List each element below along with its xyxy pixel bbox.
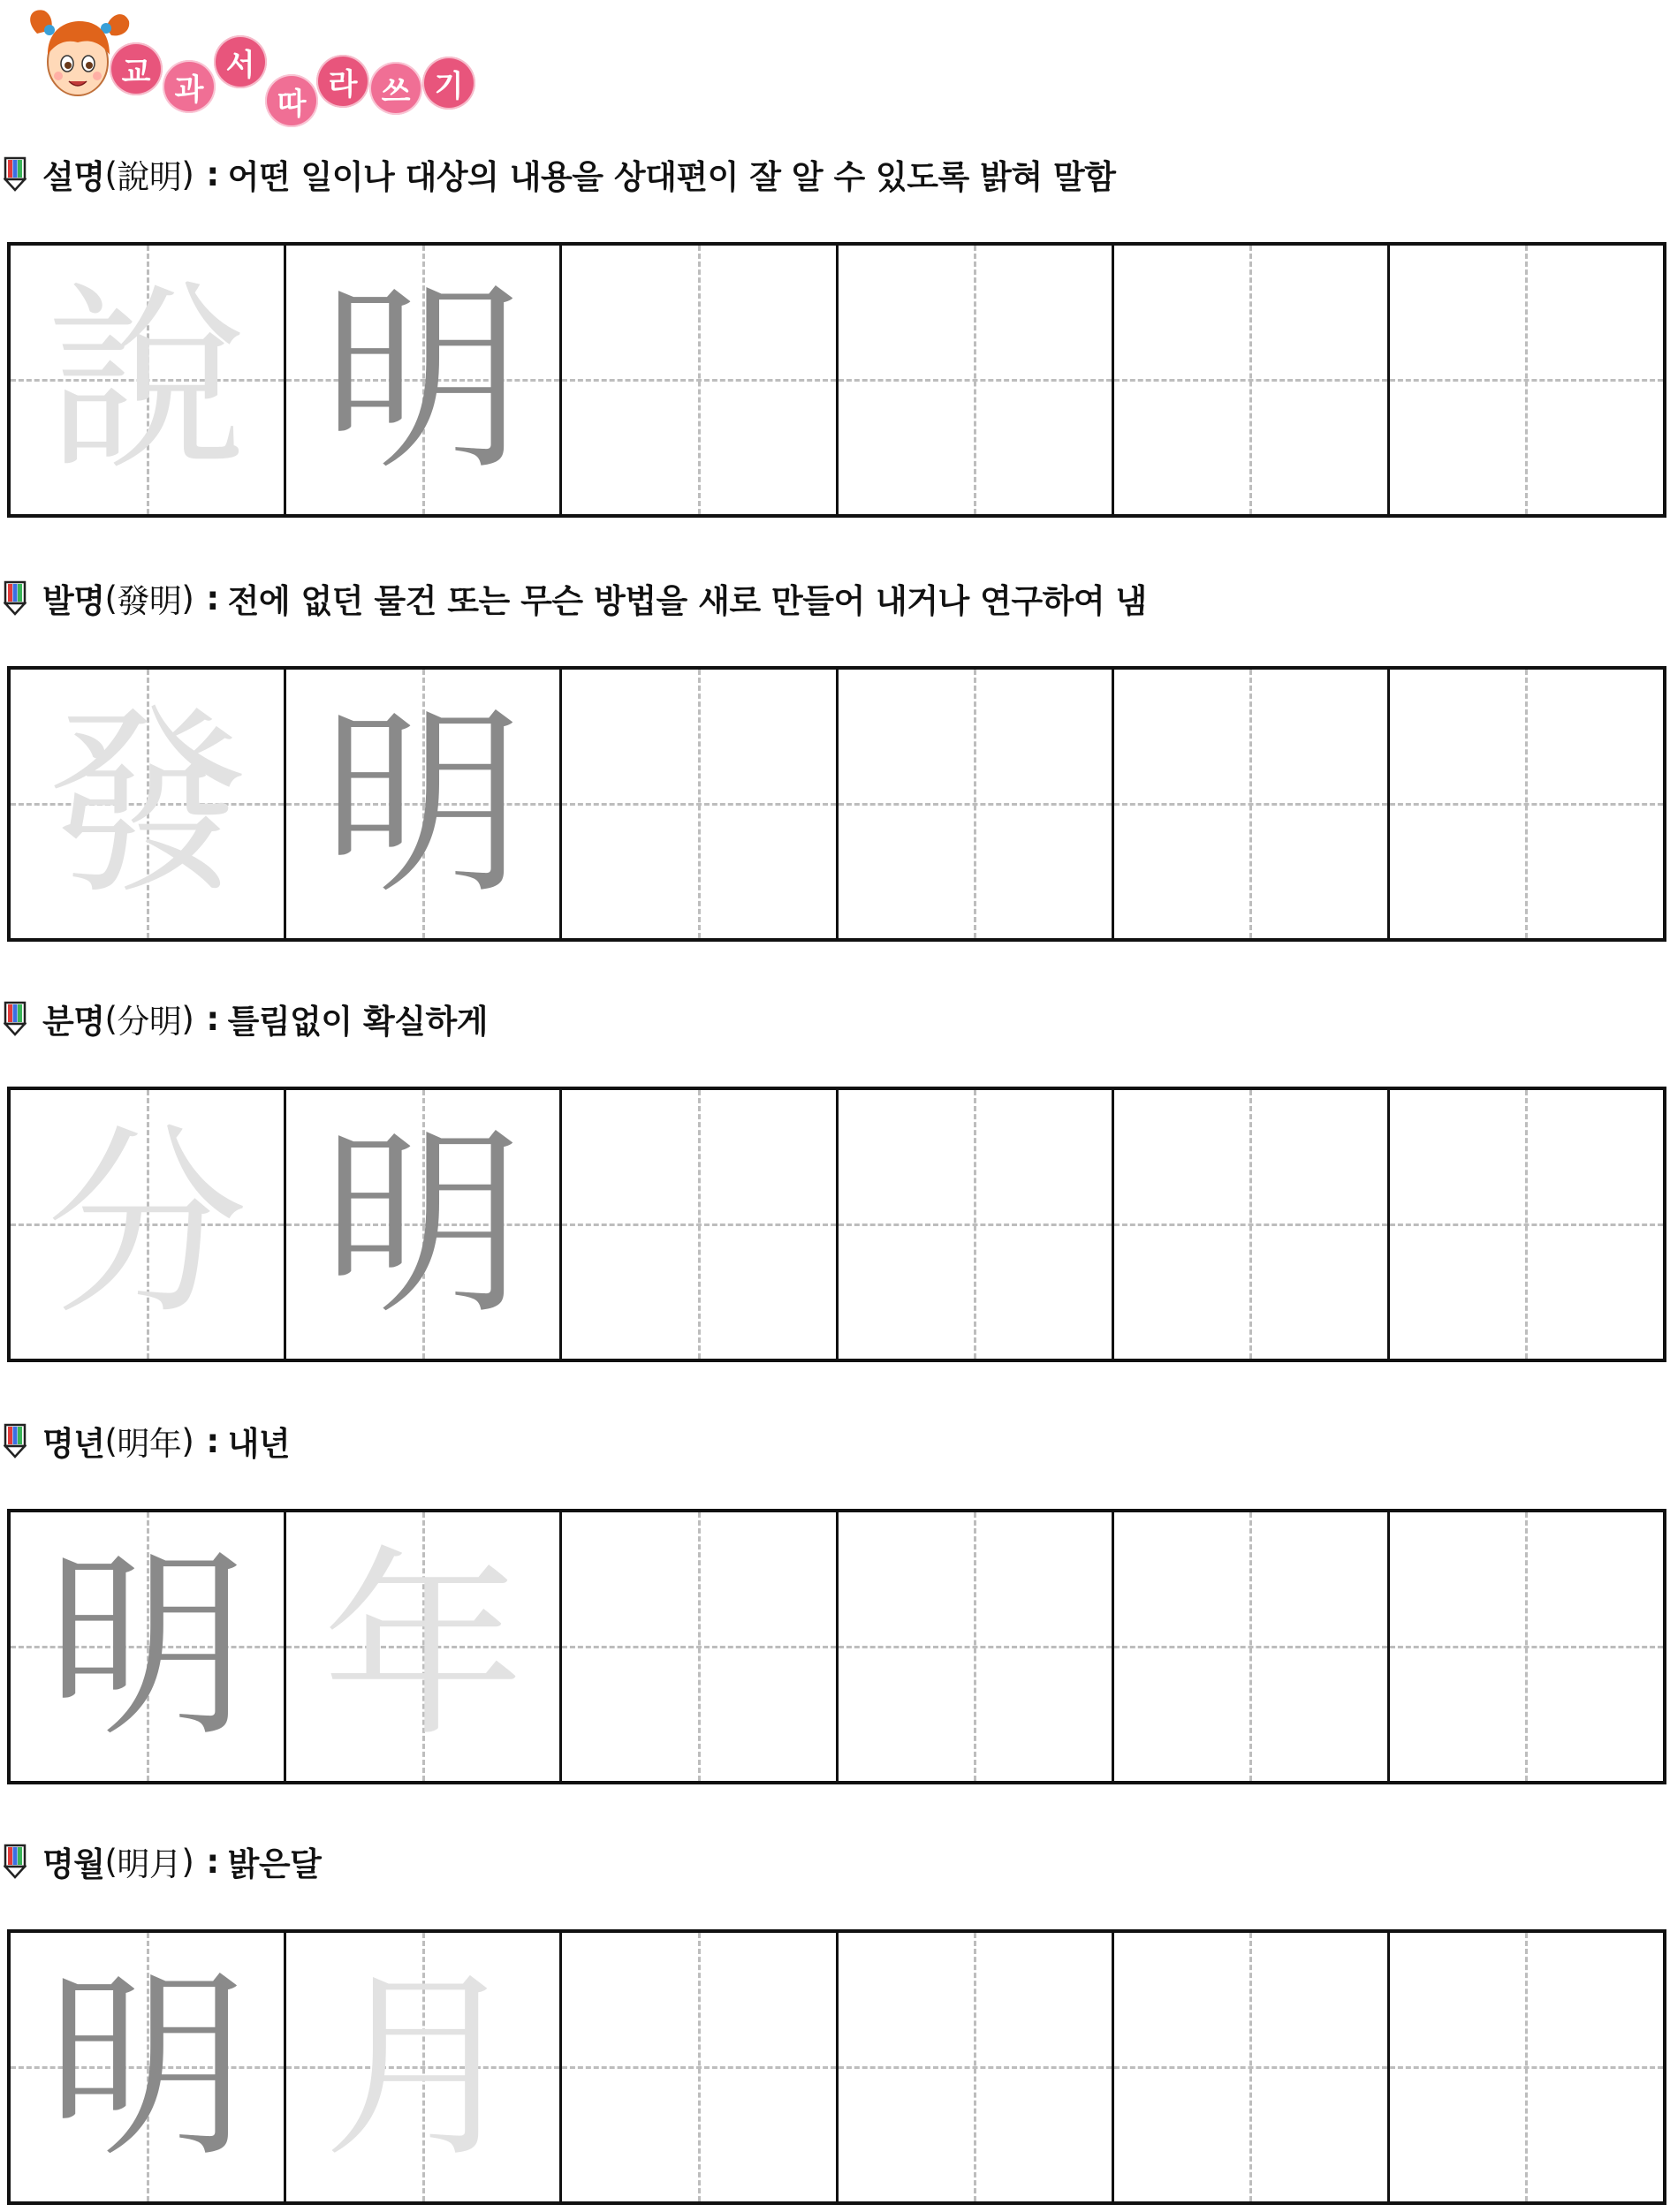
grid-cell[interactable] <box>836 1512 1112 1781</box>
grid-cell[interactable] <box>11 246 284 514</box>
word-hanja: 發明 <box>117 582 182 620</box>
grid-cell[interactable] <box>559 1512 835 1781</box>
logo-char-4: 따 <box>265 74 318 127</box>
grid-cell[interactable] <box>11 670 284 938</box>
grid-cell[interactable] <box>836 670 1112 938</box>
trace-char: 說 <box>46 262 248 497</box>
pencil-icon <box>4 156 27 192</box>
grid-cell[interactable] <box>284 1512 559 1781</box>
grid-cell[interactable] <box>11 1090 284 1359</box>
trace-char: 年 <box>322 1529 524 1764</box>
worksheet-logo <box>25 4 484 122</box>
word-hangul: 명월 <box>42 1845 105 1883</box>
grid-cell[interactable] <box>559 670 835 938</box>
writing-grid <box>7 1087 1666 1362</box>
trace-char: 明 <box>322 1107 524 1342</box>
word-heading: 발명 ( 發明 ) : 전에 없던 물건 또는 무슨 방법을 새로 만들어 내거나 연구하여 냄 <box>4 576 1147 620</box>
logo-char-3: 서 <box>214 35 267 88</box>
word-definition: 어떤 일이나 대상의 내용을 상대편이 잘 알 수 있도록 밝혀 말함 <box>227 158 1116 196</box>
separator: : <box>206 1421 219 1460</box>
separator: : <box>206 155 219 193</box>
trace-char: 發 <box>46 686 248 921</box>
grid-cell[interactable] <box>284 246 559 514</box>
word-hanja: 明年 <box>117 1425 182 1463</box>
pencil-icon <box>4 1423 27 1458</box>
word-heading: 설명 ( 說明 ) : 어떤 일이나 대상의 내용을 상대편이 잘 알 수 있도록 밝혀 말함 <box>4 152 1116 196</box>
trace-char: 分 <box>46 1107 248 1342</box>
grid-cell[interactable] <box>284 1090 559 1359</box>
grid-cell[interactable] <box>836 1090 1112 1359</box>
trace-char: 明 <box>46 1529 248 1764</box>
word-hanja: 分明 <box>117 1003 182 1041</box>
word-hangul: 분명 <box>42 1003 105 1041</box>
separator: : <box>206 1842 219 1881</box>
word-hanja: 明月 <box>117 1845 182 1883</box>
logo-char-7: 기 <box>422 57 475 110</box>
writing-grid <box>7 1509 1666 1784</box>
separator: : <box>206 999 219 1038</box>
trace-char: 明 <box>322 262 524 497</box>
pencil-icon <box>4 1844 27 1879</box>
logo-char-2: 과 <box>163 60 216 113</box>
grid-cell[interactable] <box>559 246 835 514</box>
grid-cell[interactable] <box>559 1090 835 1359</box>
grid-cell[interactable] <box>1112 1090 1387 1359</box>
grid-cell[interactable] <box>559 1933 835 2201</box>
logo-char-1: 교 <box>110 42 163 95</box>
writing-grid <box>7 1929 1666 2205</box>
grid-cell[interactable] <box>836 1933 1112 2201</box>
logo-char-5: 라 <box>316 55 369 108</box>
word-hangul: 발명 <box>42 582 105 620</box>
word-heading: 명월 ( 明月 ) : 밝은달 <box>4 1839 321 1883</box>
writing-grid <box>7 242 1666 518</box>
grid-cell[interactable] <box>284 670 559 938</box>
trace-char: 明 <box>46 1950 248 2185</box>
logo-char-6: 쓰 <box>369 62 422 115</box>
word-definition: 틀림없이 확실하게 <box>227 1003 488 1041</box>
trace-char: 明 <box>322 686 524 921</box>
grid-cell[interactable] <box>836 246 1112 514</box>
grid-cell[interactable] <box>1112 1933 1387 2201</box>
word-hangul: 설명 <box>42 158 105 196</box>
grid-cell[interactable] <box>1112 246 1387 514</box>
word-heading: 명년 ( 明年 ) : 내년 <box>4 1419 290 1463</box>
grid-cell[interactable] <box>284 1933 559 2201</box>
grid-cell[interactable] <box>1387 1090 1663 1359</box>
grid-cell[interactable] <box>1112 1512 1387 1781</box>
grid-cell[interactable] <box>11 1512 284 1781</box>
word-definition: 밝은달 <box>227 1845 322 1883</box>
word-definition: 내년 <box>227 1425 291 1463</box>
grid-cell[interactable] <box>1112 670 1387 938</box>
word-definition: 전에 없던 물건 또는 무슨 방법을 새로 만들어 내거나 연구하여 냄 <box>227 582 1147 620</box>
grid-cell[interactable] <box>1387 1933 1663 2201</box>
grid-cell[interactable] <box>1387 1512 1663 1781</box>
word-hanja: 說明 <box>117 158 182 196</box>
pencil-icon <box>4 580 27 616</box>
grid-cell[interactable] <box>1387 246 1663 514</box>
grid-cell[interactable] <box>1387 670 1663 938</box>
pencil-icon <box>4 1001 27 1036</box>
trace-char: 月 <box>322 1950 524 2185</box>
word-hangul: 명년 <box>42 1425 105 1463</box>
grid-cell[interactable] <box>11 1933 284 2201</box>
word-heading: 분명 ( 分明 ) : 틀림없이 확실하게 <box>4 996 488 1041</box>
separator: : <box>206 579 219 617</box>
writing-grid <box>7 666 1666 942</box>
